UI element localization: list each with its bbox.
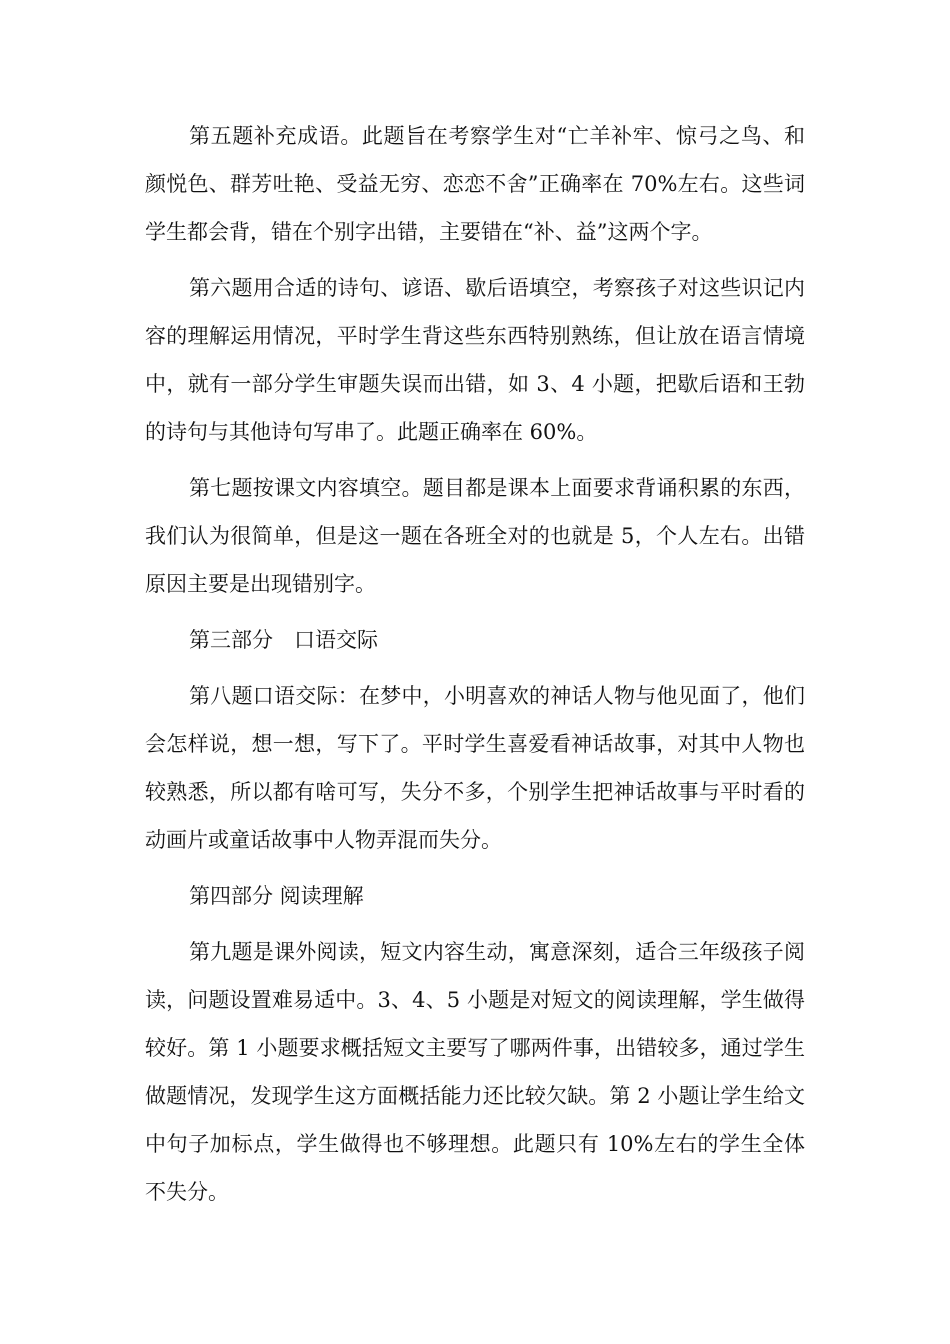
section-heading-part-3: 第三部分 口语交际 — [189, 628, 378, 652]
paragraph-question-9: 第九题是课外阅读，短文内容生动，寓意深刻，适合三年级孩子阅读，问题设置难易适中。3、4、5 小题是对短文的阅读理解，学生做得较好。第 1 小题要求概括短文主要写了哪两件事，出错较多，通过学生做题情况，发现学生这方面概括能力还比较欠缺。第 2 小题让学生给文中句子加标点，学生做得也不够理想。此题只有 10%左右的学生全体不失分。 — [145, 940, 805, 1204]
document-page — [145, 112, 805, 1224]
paragraph-question-5: 第五题补充成语。此题旨在考察学生对“亡羊补牢、惊弓之鸟、和颜悦色、群芳吐艳、受益无穷、恋恋不舍”正确率在 70%左右。这些词学生都会背，错在个别字出错，主要错在“补、益”这两个字。 — [145, 124, 805, 244]
paragraph-question-8: 第八题口语交际：在梦中，小明喜欢的神话人物与他见面了，他们会怎样说，想一想，写下了。平时学生喜爱看神话故事，对其中人物也较熟悉，所以都有啥可写，失分不多，个别学生把神话故事与平时看的动画片或童话故事中人物弄混而失分。 — [145, 684, 805, 852]
section-heading-part-4: 第四部分 阅读理解 — [189, 884, 364, 908]
paragraph-question-6: 第六题用合适的诗句、谚语、歇后语填空，考察孩子对这些识记内容的理解运用情况，平时学生背这些东西特别熟练，但让放在语言情境中，就有一部分学生审题失误而出错，如 3、4 小题，把歇后语和王勃的诗句与其他诗句写串了。此题正确率在 60%。 — [145, 276, 805, 444]
paragraph-question-7: 第七题按课文内容填空。题目都是课本上面要求背诵积累的东西，我们认为很简单，但是这一题在各班全对的也就是 5，个人左右。出错原因主要是出现错别字。 — [145, 476, 805, 596]
